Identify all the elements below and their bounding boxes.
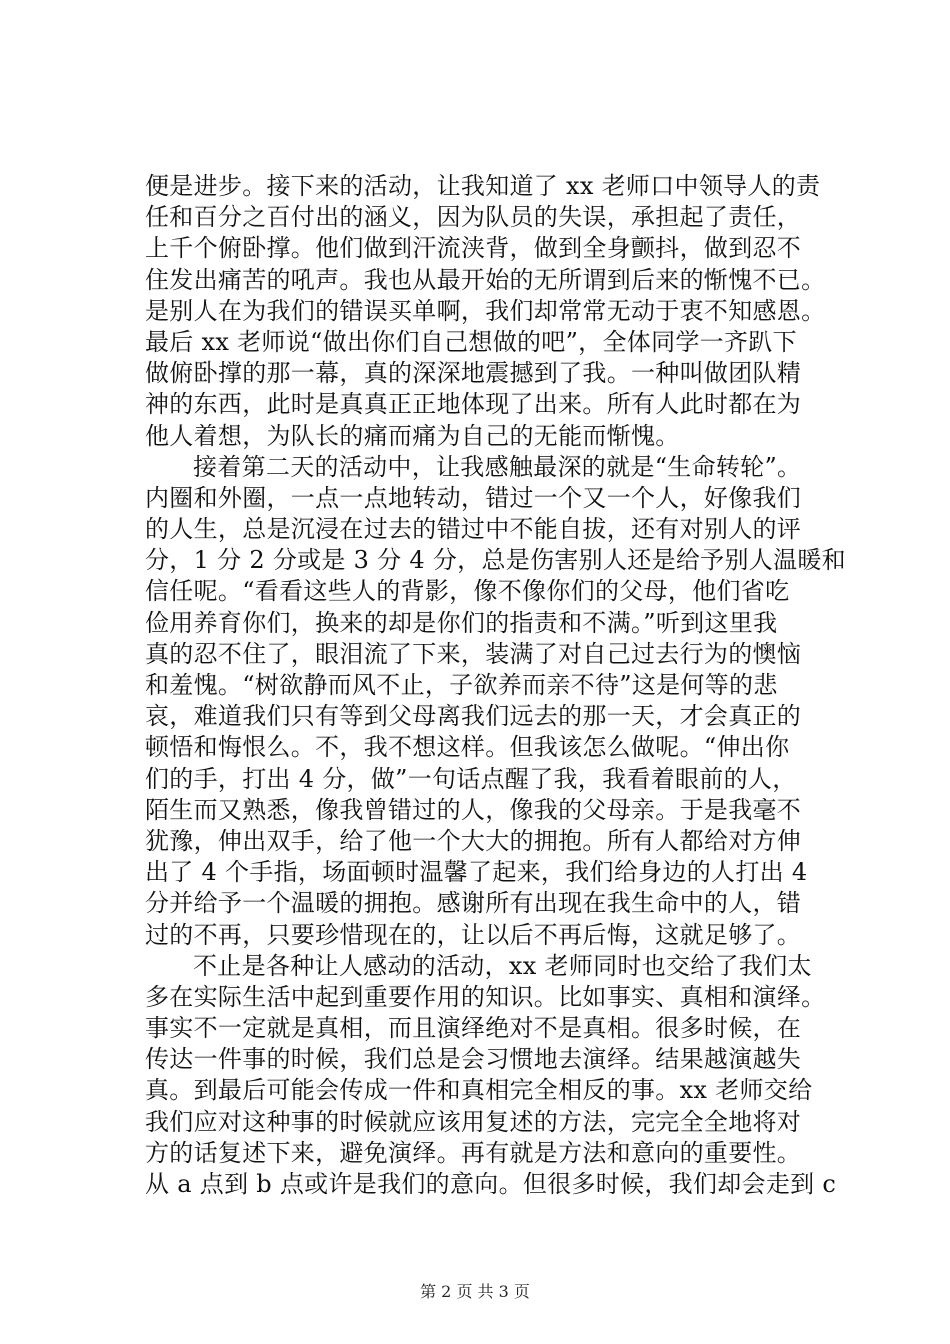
text-line: 传达一件事的时候，我们总是会习惯地去演绎。结果越演越失 [145, 1045, 802, 1074]
text-line: 出了 4 个手指，场面顿时温馨了起来，我们给身边的人打出 4 [145, 858, 808, 887]
text-line: 我们应对这种事的时候就应该用复述的方法，完完全全地将对 [145, 1107, 802, 1136]
text-line: 们的手，打出 4 分，做”一句话点醒了我，我看着眼前的人， [145, 764, 797, 793]
text-line: 他人着想，为队长的痛而痛为自己的无能而惭愧。 [145, 421, 680, 450]
text-line: 方的话复述下来，避免演绎。再有就是方法和意向的重要性。 [145, 1138, 802, 1167]
paragraph-start-line: 不止是各种让人感动的活动，xx 老师同时也交给了我们太 [193, 951, 812, 980]
text-line: 神的东西，此时是真真正正地体现了出来。所有人此时都在为 [145, 390, 802, 419]
text-line: 的人生，总是沉浸在过去的错过中不能自拔，还有对别人的评 [145, 515, 802, 544]
text-line: 内圈和外圈，一点一点地转动，错过一个又一个人，好像我们 [145, 483, 802, 512]
text-line: 上千个俯卧撑。他们做到汗流浃背，做到全身颤抖，做到忍不 [145, 234, 802, 263]
body-text [145, 171, 846, 1200]
text-line: 犹豫，伸出双手，给了他一个大大的拥抱。所有人都给对方伸 [145, 826, 802, 855]
text-line: 真的忍不住了，眼泪流了下来，装满了对自己过去行为的懊恼 [145, 639, 802, 668]
text-line: 从 a 点到 b 点或许是我们的意向。但很多时候，我们却会走到 c [145, 1170, 837, 1198]
text-line: 分并给予一个温暖的拥抱。感谢所有出现在我生命中的人，错 [145, 889, 802, 918]
text-line: 是别人在为我们的错误买单啊，我们却常常无动于衷不知感恩。 [145, 296, 826, 325]
text-line: 多在实际生活中起到重要作用的知识。比如事实、真相和演绎。 [145, 982, 826, 1011]
text-line: 最后 xx 老师说“做出你们自己想做的吧”，全体同学一齐趴下 [145, 327, 797, 356]
page-number: 第 2 页 共 3 页 [420, 1282, 530, 1301]
paragraph-start-line: 接着第二天的活动中，让我感触最深的就是“生命转轮”。 [193, 452, 802, 481]
text-line: 住发出痛苦的吼声。我也从最开始的无所谓到后来的惭愧不已。 [145, 265, 826, 294]
text-line: 事实不一定就是真相，而且演绎绝对不是真相。很多时候，在 [145, 1014, 802, 1043]
text-line: 便是进步。接下来的活动，让我知道了 xx 老师口中领导人的责 [145, 172, 821, 200]
text-line: 俭用养育你们，换来的却是你们的指责和不满。”听到这里我 [145, 608, 778, 637]
text-line: 哀，难道我们只有等到父母离我们远去的那一天，才会真正的 [145, 702, 802, 731]
text-line: 陌生而又熟悉，像我曾错过的人，像我的父母亲。于是我毫不 [145, 795, 802, 824]
page-footer [0, 1282, 950, 1302]
text-line: 信任呢。“看看这些人的背影，像不像你们的父母，他们省吃 [145, 577, 790, 606]
text-line: 过的不再，只要珍惜现在的，让以后不再后悔，这就足够了。 [145, 920, 802, 949]
text-line: 真。到最后可能会传成一件和真相完全相反的事。xx 老师交给 [145, 1076, 813, 1105]
text-line: 任和百分之百付出的涵义，因为队员的失误，承担起了责任， [145, 203, 802, 232]
text-line: 和羞愧。“树欲静而风不止，子欲养而亲不待”这是何等的悲 [145, 671, 778, 699]
text-line: 顿悟和悔恨么。不，我不想这样。但我该怎么做呢。“伸出你 [145, 733, 790, 762]
text-line: 做俯卧撑的那一幕，真的深深地震撼到了我。一种叫做团队精 [145, 359, 802, 388]
text-line: 分，1 分 2 分或是 3 分 4 分，总是伤害别人还是给予别人温暖和 [145, 546, 846, 575]
